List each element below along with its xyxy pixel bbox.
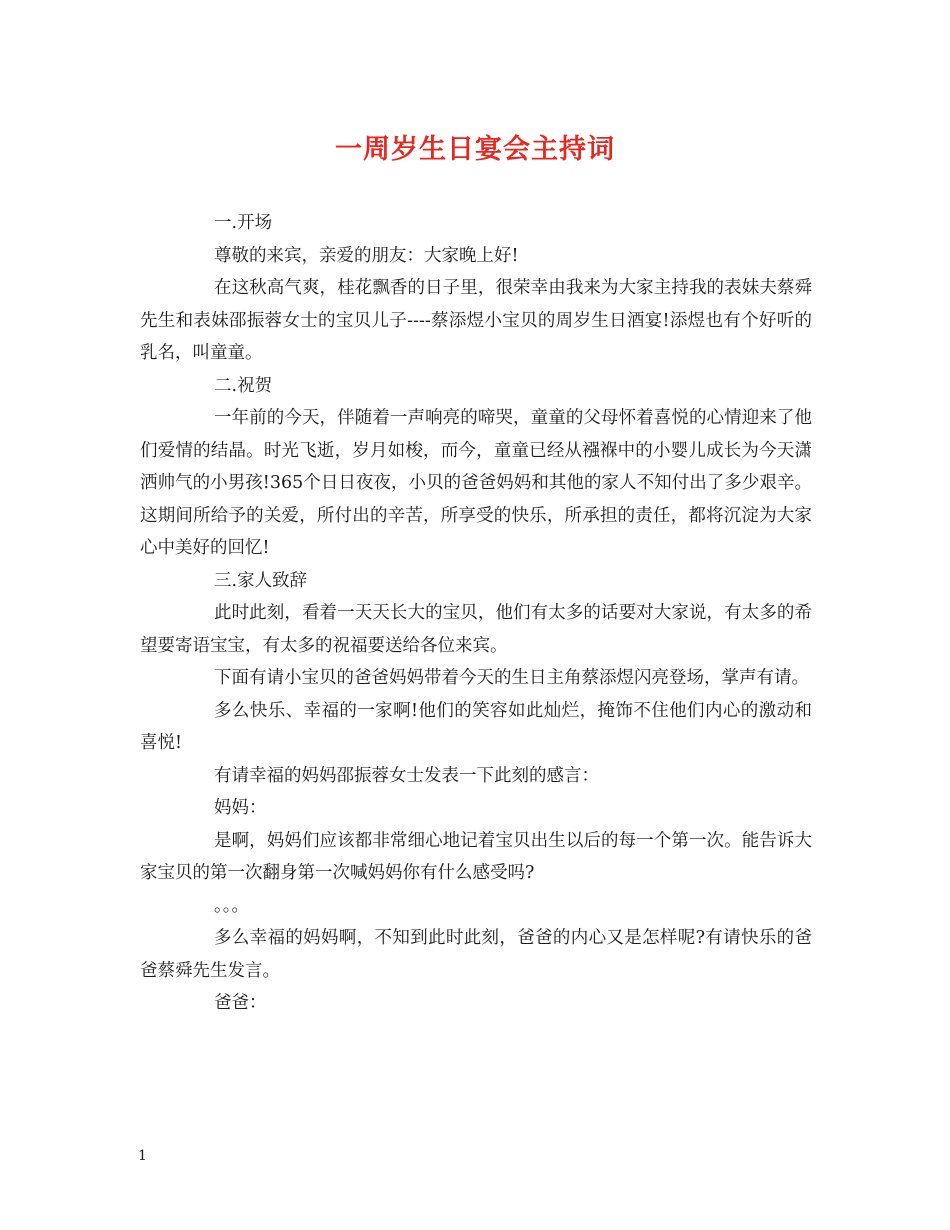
- section-heading-opening: 一.开场: [214, 213, 273, 233]
- paragraph: 是啊，妈妈们应该都非常细心地记着宝贝出生以后的每一个第一次。能告诉大家宝贝的第一次翻身第一次喊妈妈你有什么感受吗?: [140, 830, 812, 883]
- paragraph: 下面有请小宝贝的爸爸妈妈带着今天的生日主角蔡添煜闪亮登场，掌声有请。: [214, 668, 809, 688]
- section-heading-family-speech: 三.家人致辞: [214, 570, 308, 591]
- speaker-label-father: 爸爸：: [214, 993, 267, 1013]
- paragraph: 此时此刻，看着一天天长大的宝贝，他们有太多的话要对大家说，有太多的希望要寄语宝宝，有太多的祝福要送给各位来宾。: [140, 603, 812, 656]
- paragraph: 一年前的今天，伴随着一声响亮的啼哭，童童的父母怀着喜悦的心情迎来了他们爱情的结晶。时光飞逝，岁月如梭，而今，童童已经从襁褓中的小婴儿成长为今天潇洒帅气的小男孩!365个日日夜夜，小贝的爸爸妈妈和其他的家人不知付出了多少艰辛。这期间所给予的关爱，所付出的辛苦，所享受的快乐，所承担的责任，都将沉淀为大家心中美好的回忆!: [140, 408, 812, 558]
- document-body: [140, 207, 812, 1020]
- speaker-label-mother: 妈妈：: [214, 798, 267, 818]
- paragraph: 多么幸福的妈妈啊，不知到此时此刻，爸爸的内心又是怎样呢?有请快乐的爸爸蔡舜先生发言。: [140, 928, 812, 981]
- paragraph: 多么快乐、幸福的一家啊!他们的笑容如此灿烂，掩饰不住他们内心的激动和喜悦!: [140, 700, 812, 753]
- section-heading-congratulations: 二.祝贺: [214, 375, 273, 396]
- paragraph: 在这秋高气爽，桂花飘香的日子里，很荣幸由我来为大家主持我的表妹夫蔡舜先生和表妹邵振蓉女士的宝贝儿子----蔡添煜小宝贝的周岁生日酒宴!添煜也有个好听的乳名，叫童童。: [140, 278, 812, 363]
- paragraph: 尊敬的来宾，亲爱的朋友：大家晚上好!: [214, 245, 519, 266]
- ellipsis-paragraph: 。。。: [214, 895, 249, 916]
- page-number: 1: [138, 1148, 147, 1164]
- paragraph: 有请幸福的妈妈邵振蓉女士发表一下此刻的感言：: [214, 765, 599, 786]
- document-title: 一周岁生日宴会主持词: [335, 134, 615, 165]
